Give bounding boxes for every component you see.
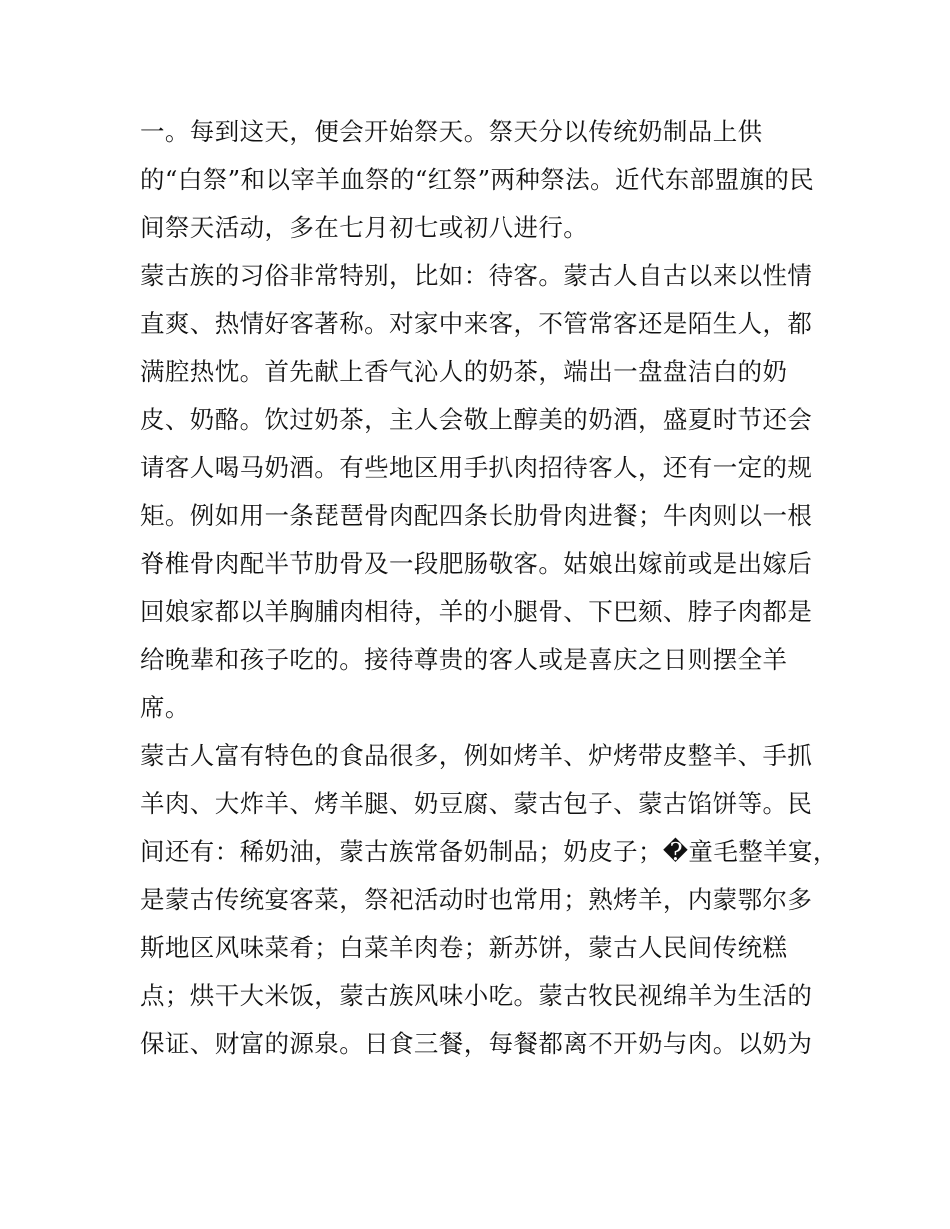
text-line: 皮、奶酪。饮过奶茶，主人会敬上醇美的奶酒，盛夏时节还会 — [140, 405, 813, 434]
text-line: 矩。例如用一条琵琶骨肉配四条长肋骨肉进餐；牛肉则以一根 — [140, 501, 813, 530]
text-line: 的“白祭”和以宰羊血祭的“红祭”两种祭法。近代东部盟旗的民 — [140, 165, 815, 194]
text-line: 给晚辈和孩子吃的。接待尊贵的客人或是喜庆之日则摆全羊 — [140, 645, 788, 674]
text-line: 席。 — [140, 693, 190, 722]
text-line: 点；烘干大米饭，蒙古族风味小吃。蒙古牧民视绵羊为生活的 — [140, 981, 813, 1010]
text-line: 满腔热忱。首先献上香气沁人的奶茶，端出一盘盘洁白的奶 — [140, 357, 788, 386]
text-line: 回娘家都以羊胸脯肉相待，羊的小腿骨、下巴颏、脖子肉都是 — [140, 597, 813, 626]
text-line: 蒙古人富有特色的食品很多，例如烤羊、炉烤带皮整羊、手抓 — [140, 741, 813, 770]
body-text — [140, 108, 838, 1068]
text-line: 羊肉、大炸羊、烤羊腿、奶豆腐、蒙古包子、蒙古馅饼等。民 — [140, 789, 813, 818]
text-line: 保证、财富的源泉。日食三餐，每餐都离不开奶与肉。以奶为 — [140, 1029, 813, 1058]
text-line: 直爽、热情好客著称。对家中来客，不管常客还是陌生人，都 — [140, 309, 813, 338]
text-line: 是蒙古传统宴客菜，祭祀活动时也常用；熟烤羊，内蒙鄂尔多 — [140, 885, 813, 914]
text-line: 一。每到这天，便会开始祭天。祭天分以传统奶制品上供 — [140, 117, 763, 146]
text-line: 斯地区风味菜肴；白菜羊肉卷；新苏饼，蒙古人民间传统糕 — [140, 933, 788, 962]
text-line: 间祭天活动，多在七月初七或初八进行。 — [140, 213, 589, 242]
text-line: 蒙古族的习俗非常特别，比如：待客。蒙古人自古以来以性情 — [140, 261, 813, 290]
text-line: 脊椎骨肉配半节肋骨及一段肥肠敬客。姑娘出嫁前或是出嫁后 — [140, 549, 813, 578]
text-line: 间还有：稀奶油，蒙古族常备奶制品；奶皮子；�童毛整羊宴， — [140, 837, 838, 866]
text-line: 请客人喝马奶酒。有些地区用手扒肉招待客人，还有一定的规 — [140, 453, 813, 482]
